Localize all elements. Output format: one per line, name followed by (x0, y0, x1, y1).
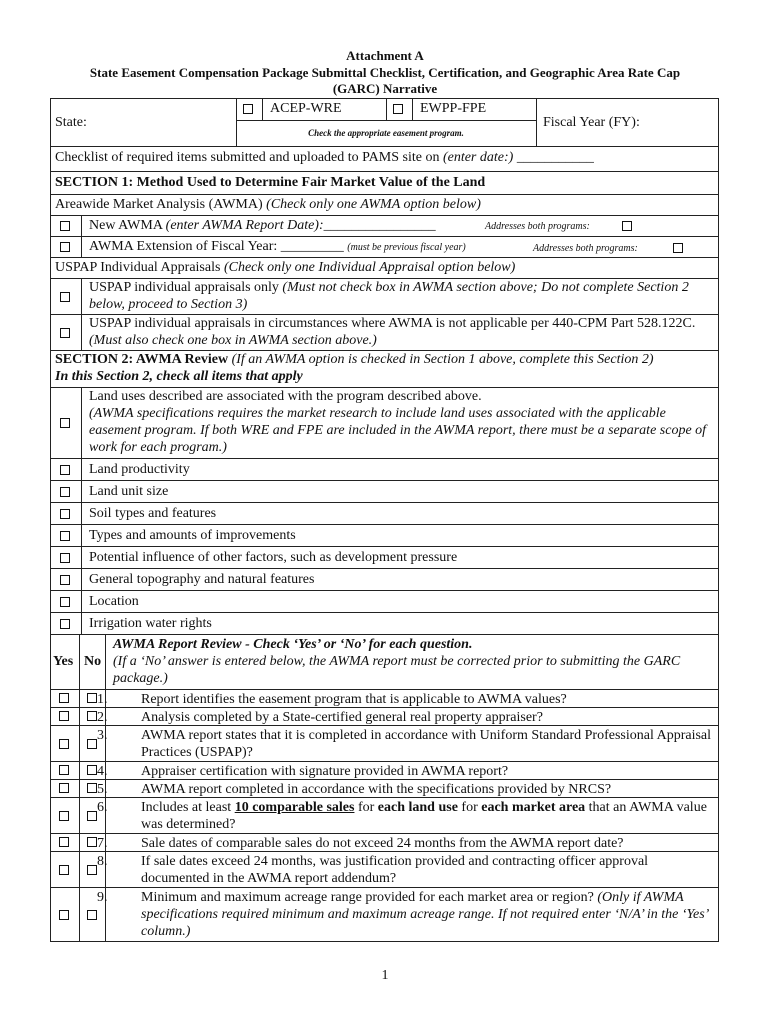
section2-subtitle: In this Section 2, check all items that apply (55, 369, 303, 384)
question-number: 8. (97, 854, 108, 869)
soil-types-checkbox[interactable] (60, 509, 70, 519)
uspap-heading-note: (Check only one Individual Appraisal option below) (223, 260, 516, 275)
question-row (51, 779, 718, 797)
acep-wre-label: ACEP-WRE (270, 101, 342, 116)
addresses-both-label-2: Addresses both programs: (533, 243, 638, 254)
new-awma-label: New AWMA (89, 218, 166, 233)
section2-title: SECTION 2: AWMA Review (55, 352, 232, 367)
uspap-heading: USPAP Individual Appraisals (55, 260, 224, 275)
header-row (51, 99, 718, 146)
q6-no-checkbox[interactable] (87, 811, 97, 821)
uspap-not-applicable-row (51, 314, 718, 350)
new-awma-date-hint[interactable]: (enter AWMA Report Date):________________ (165, 218, 436, 233)
question-text: If sale dates exceed 24 months, was justification provided and contracting officer approval documented in the AWMA report addendum? (141, 854, 649, 886)
land-uses-label: Land uses described are associated with the program described above. (89, 389, 482, 404)
uspap-not-applicable-note: (Must also check one box in AWMA section above.) (89, 333, 377, 348)
list-item (51, 480, 718, 502)
uspap-only-note: (Must not check box in AWMA section above; Do not complete Section 2 below, proceed to Section 3) (89, 280, 689, 312)
section1-title: SECTION 1: Method Used to Determine Fair Market Value of the Land (55, 175, 486, 190)
new-awma-checkbox[interactable] (60, 221, 70, 231)
question-text: for (457, 800, 482, 815)
land-unit-size-checkbox[interactable] (60, 487, 70, 497)
question-row (51, 707, 718, 725)
question-text: AWMA report states that it is completed in accordance with Uniform Standard Professional Appraisal Practices (USPAP)? (141, 728, 712, 760)
awma-extension-row (51, 236, 718, 257)
question-text: Includes at least (141, 800, 235, 815)
program-note: Check the appropriate easement program. (308, 128, 464, 138)
uspap-heading-row (51, 257, 718, 278)
question-number: 2. (97, 710, 108, 725)
land-productivity-checkbox[interactable] (60, 465, 70, 475)
q4-yes-checkbox[interactable] (59, 765, 69, 775)
awma-heading: Areawide Market Analysis (AWMA) (55, 197, 267, 212)
fiscal-year-label: Fiscal Year (FY): (543, 115, 640, 130)
question-text: that an AWMA value was determined? (141, 800, 707, 832)
uspap-only-checkbox[interactable] (60, 292, 70, 302)
state-label: State: (55, 115, 87, 130)
list-item (51, 546, 718, 568)
uspap-not-applicable-label: USPAP individual appraisals in circumstances where AWMA is not applicable per 440-CPM Part 528.122C. (89, 316, 696, 331)
question-row (51, 689, 718, 707)
awma-extension-label: AWMA Extension of Fiscal Year: _________ (89, 239, 348, 254)
question-text: Appraiser certification with signature provided in AWMA report? (141, 764, 509, 779)
review-note: (If a ‘No’ answer is entered below, the AWMA report must be corrected prior to submitting the GARC package.) (113, 654, 681, 686)
land-uses-checkbox[interactable] (60, 418, 70, 428)
attachment-label: Attachment A (346, 48, 424, 63)
acep-wre-checkbox[interactable] (243, 104, 253, 114)
question-number: 9. (97, 890, 108, 905)
yes-column-header: Yes (53, 654, 74, 669)
section1-header (51, 171, 718, 194)
awma-extension-checkbox[interactable] (60, 242, 70, 252)
uspap-not-applicable-checkbox[interactable] (60, 328, 70, 338)
q3-no-checkbox[interactable] (87, 739, 97, 749)
ewpp-fpe-checkbox[interactable] (393, 104, 403, 114)
question-number: 6. (97, 800, 108, 815)
checklist-date-hint: (enter date:) (442, 150, 514, 165)
section2-header (51, 350, 718, 387)
land-uses-row (51, 387, 718, 458)
list-item-label: General topography and natural features (89, 572, 315, 587)
uspap-only-label: USPAP individual appraisals only (89, 280, 283, 295)
question-number: 4. (97, 764, 108, 779)
question-row (51, 833, 718, 851)
list-item (51, 590, 718, 612)
question-text: for (354, 800, 378, 815)
awma-heading-row (51, 194, 718, 215)
land-uses-note: (AWMA specifications requires the market research to include land uses associated with the applicable easement program. If both WRE and FPE are included in the AWMA report, there must be a separate scope of work for each program.) (89, 406, 707, 455)
q8-yes-checkbox[interactable] (59, 865, 69, 875)
q7-no-checkbox[interactable] (87, 837, 97, 847)
list-item (51, 524, 718, 546)
improvements-checkbox[interactable] (60, 531, 70, 541)
uspap-only-row (51, 278, 718, 314)
q6-yes-checkbox[interactable] (59, 811, 69, 821)
q9-no-checkbox[interactable] (87, 910, 97, 920)
list-item (51, 612, 718, 634)
list-item-label: Soil types and features (89, 506, 217, 521)
checklist-date-blank[interactable]: ___________ (513, 150, 594, 165)
q9-yes-checkbox[interactable] (59, 910, 69, 920)
question-row (51, 887, 718, 941)
question-text: Analysis completed by a State-certified general real property appraiser? (141, 710, 543, 725)
checklist-date-row[interactable] (51, 146, 718, 171)
q5-no-checkbox[interactable] (87, 783, 97, 793)
list-item-label: Land unit size (89, 484, 169, 499)
list-item-label: Location (89, 594, 139, 609)
other-factors-checkbox[interactable] (60, 553, 70, 563)
q1-no-checkbox[interactable] (87, 693, 97, 703)
list-item-label: Types and amounts of improvements (89, 528, 296, 543)
q8-no-checkbox[interactable] (87, 865, 97, 875)
question-text: Report identifies the easement program that is applicable to AWMA values? (141, 692, 567, 707)
checklist-text: Checklist of required items submitted and uploaded to PAMS site on (55, 150, 443, 165)
addresses-both-checkbox-1[interactable] (622, 221, 632, 231)
question-text: Minimum and maximum acreage range provided for each market area or region? (141, 890, 598, 905)
question-emphasis: each market area (481, 800, 586, 815)
question-note: (Only if AWMA specifications required minimum and maximum acreage range. If not required enter ‘N/A’ in the ‘Yes’ column.) (141, 890, 708, 939)
page-number: 1 (381, 968, 389, 983)
addresses-both-label-1: Addresses both programs: (485, 221, 590, 232)
location-checkbox[interactable] (60, 597, 70, 607)
awma-extension-note: (must be previous fiscal year) (347, 242, 466, 253)
question-number: 3. (97, 728, 108, 743)
question-number: 7. (97, 836, 108, 851)
document-title-cont: (GARC) Narrative (332, 81, 438, 96)
q3-yes-checkbox[interactable] (59, 739, 69, 749)
question-emphasis: each land use (377, 800, 458, 815)
list-item-label: Potential influence of other factors, such as development pressure (89, 550, 458, 565)
awma-heading-note: (Check only one AWMA option below) (266, 197, 481, 212)
list-item (51, 502, 718, 524)
q2-no-checkbox[interactable] (87, 711, 97, 721)
question-row (51, 761, 718, 779)
list-item-label: Irrigation water rights (89, 616, 212, 631)
list-item (51, 568, 718, 590)
question-row (51, 725, 718, 761)
irrigation-checkbox[interactable] (60, 619, 70, 629)
q7-yes-checkbox[interactable] (59, 837, 69, 847)
question-emphasis: 10 comparable sales (234, 800, 355, 815)
list-item (51, 458, 718, 480)
question-number: 1. (97, 692, 108, 707)
q4-no-checkbox[interactable] (87, 765, 97, 775)
question-text: AWMA report completed in accordance with the specifications provided by NRCS? (141, 782, 612, 797)
question-number: 5. (97, 782, 108, 797)
topography-checkbox[interactable] (60, 575, 70, 585)
new-awma-row (51, 215, 718, 236)
ewpp-fpe-label: EWPP-FPE (420, 101, 487, 116)
question-row (51, 797, 718, 833)
addresses-both-checkbox-2[interactable] (673, 243, 683, 253)
checklist-form (50, 98, 719, 942)
review-header-row (51, 634, 718, 689)
q5-yes-checkbox[interactable] (59, 783, 69, 793)
question-row (51, 851, 718, 887)
section2-title-note: (If an AWMA option is checked in Section 1 above, complete this Section 2) (231, 352, 654, 367)
q1-yes-checkbox[interactable] (59, 693, 69, 703)
review-title: AWMA Report Review - Check ‘Yes’ or ‘No’ for each question. (113, 637, 473, 652)
question-text: Sale dates of comparable sales do not exceed 24 months from the AWMA report date? (141, 836, 624, 851)
q2-yes-checkbox[interactable] (59, 711, 69, 721)
list-item-label: Land productivity (89, 462, 190, 477)
no-column-header: No (84, 654, 102, 669)
document-title: State Easement Compensation Package Submittal Checklist, Certification, and Geographic Area Rate Cap (89, 65, 681, 80)
